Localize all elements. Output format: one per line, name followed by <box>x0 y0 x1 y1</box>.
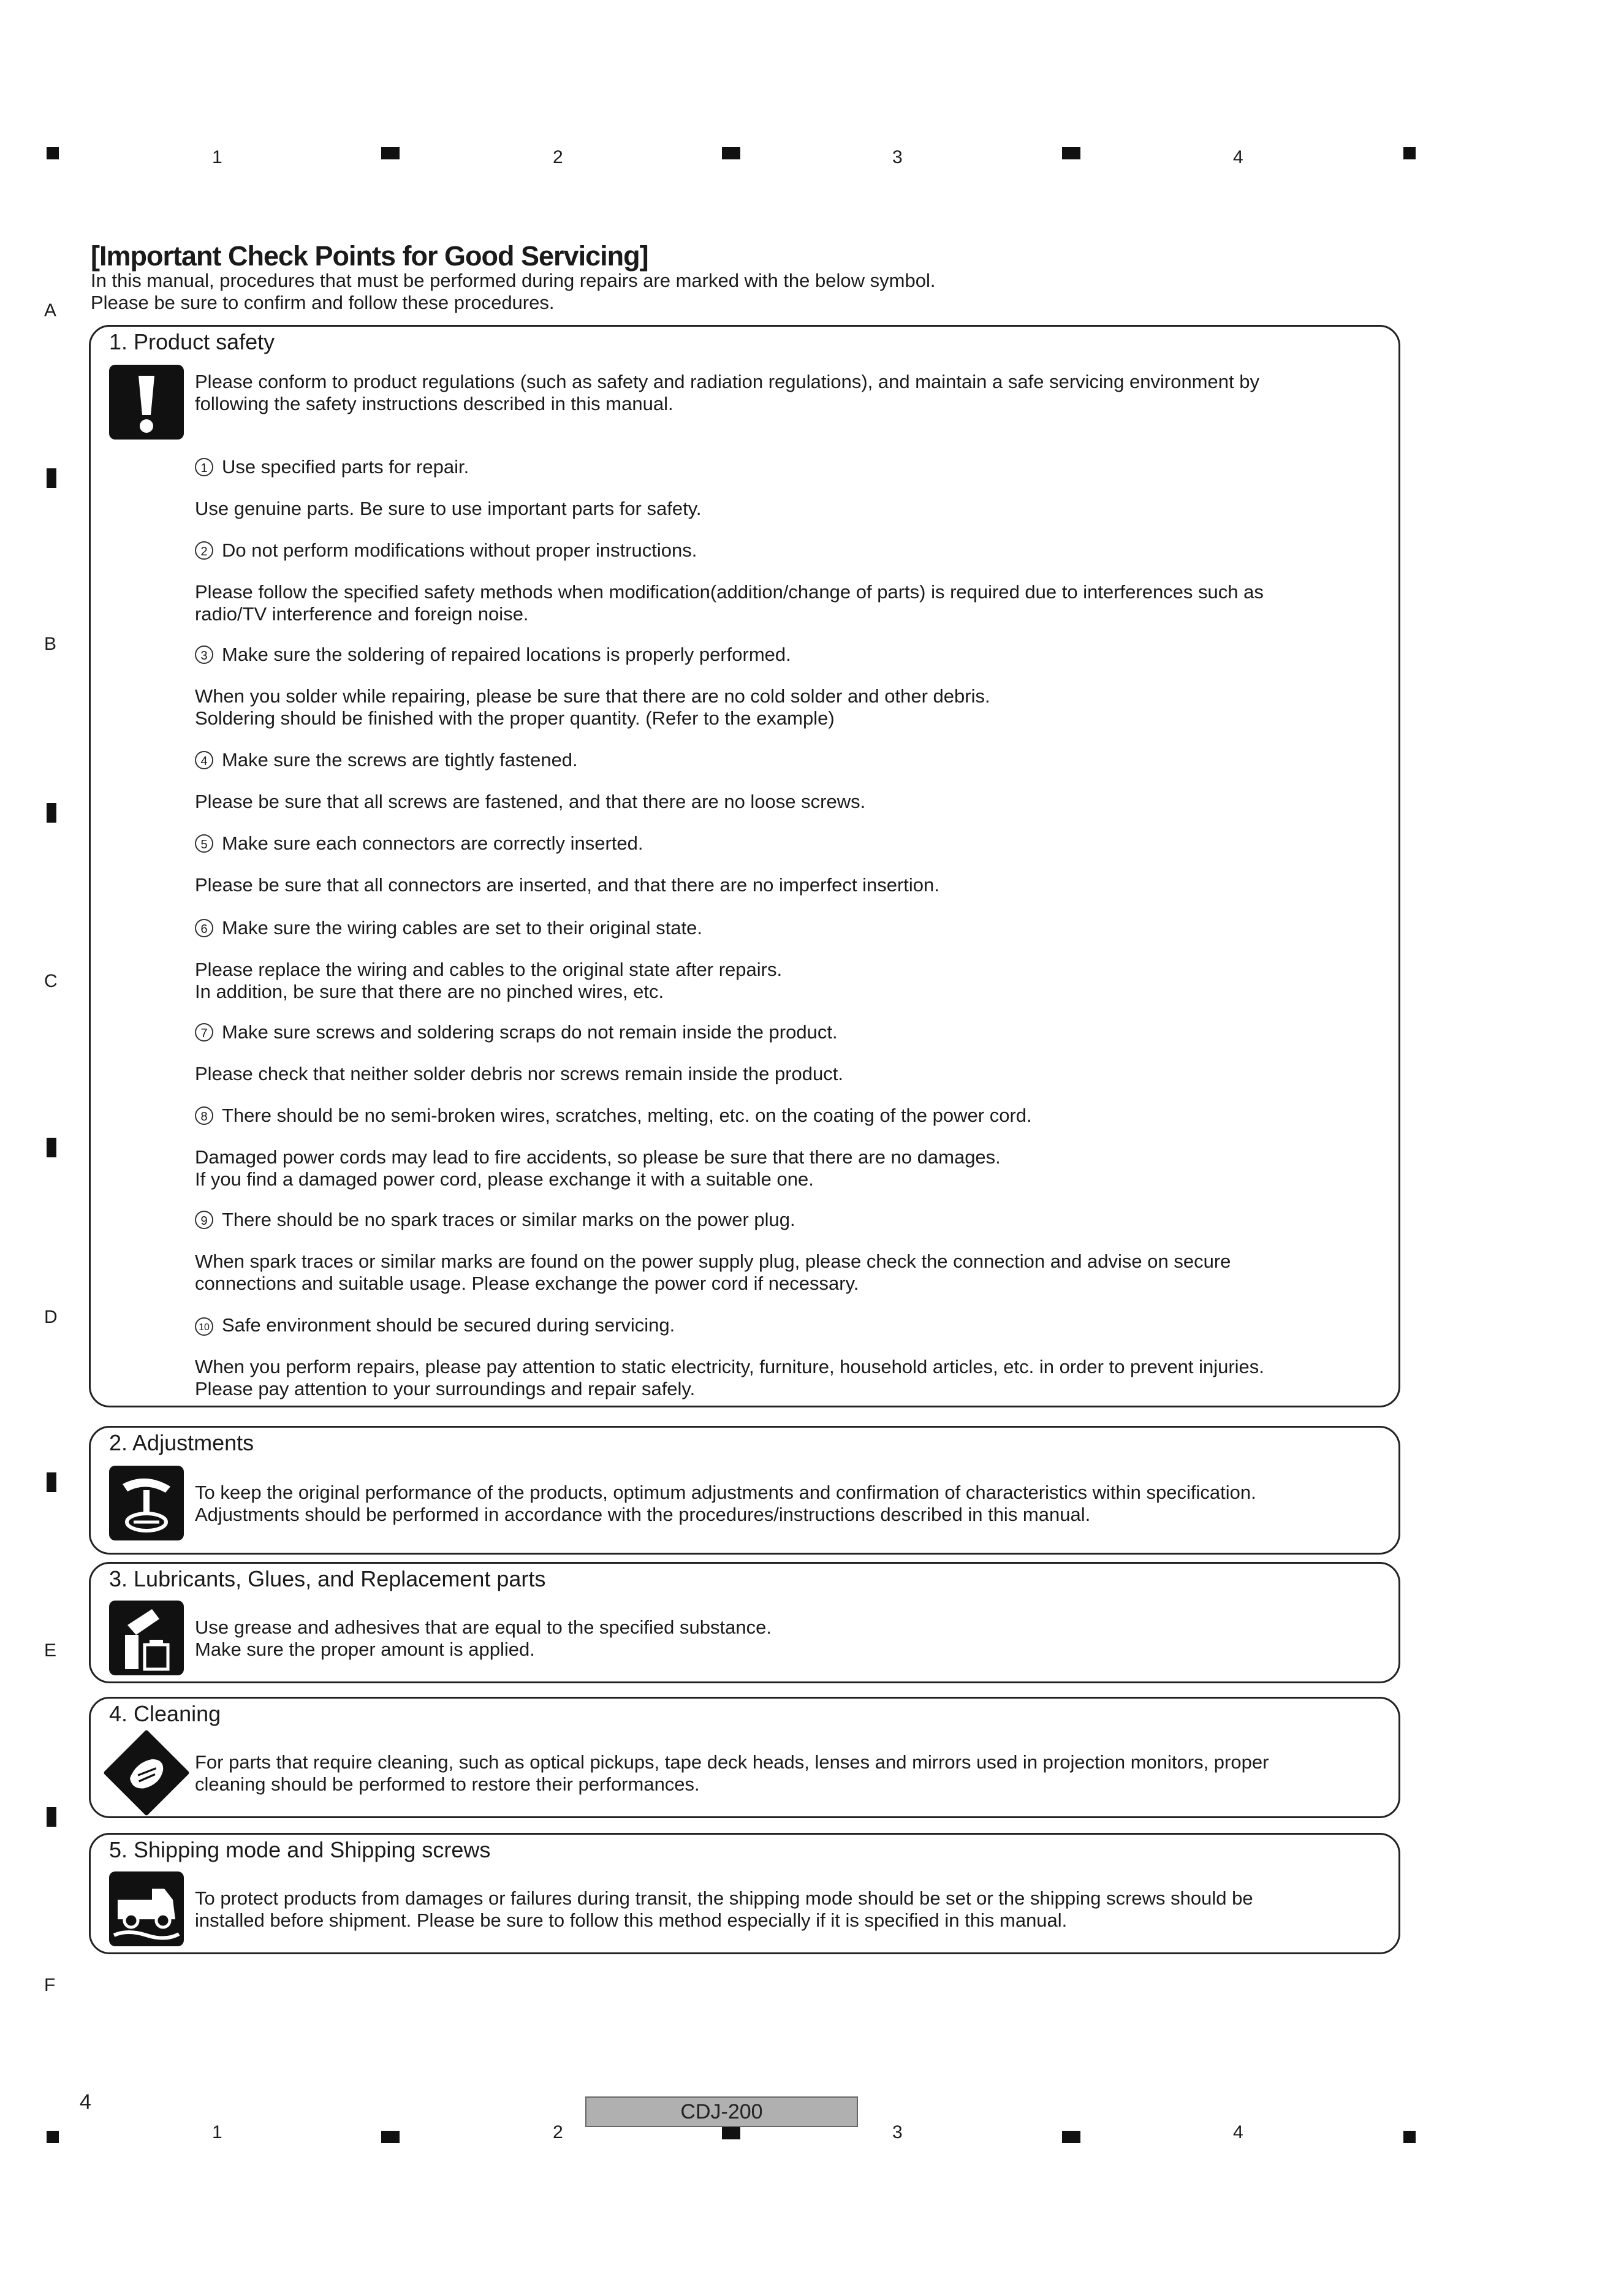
safety-item-desc <box>195 959 1335 1003</box>
text-line: cleaning should be performed to restore their performances. <box>195 1773 700 1795</box>
item-title: There should be no semi-broken wires, scratches, melting, etc. on the coating of the power cord. <box>222 1105 1032 1126</box>
item-title: Make sure the screws are tightly fastened. <box>222 749 578 771</box>
desc-line: If you find a damaged power cord, please exchange it with a suitable one. <box>195 1168 814 1190</box>
corner-mark <box>1403 147 1416 159</box>
corner-mark <box>47 2131 59 2143</box>
text-line: Use grease and adhesives that are equal to the specified substance. <box>195 1616 772 1638</box>
grid-row-b: B <box>44 634 57 654</box>
section-text <box>195 1751 1337 1795</box>
desc-line: Please check that neither solder debris nor screws remain inside the product. <box>195 1063 843 1084</box>
page-title: [Important Check Points for Good Servicing] <box>91 240 648 272</box>
item-title: Make sure each connectors are correctly inserted. <box>222 832 643 854</box>
section-text <box>195 1616 1337 1661</box>
section-title: 2. Adjustments <box>109 1430 254 1455</box>
grid-col-3: 3 <box>892 147 903 167</box>
desc-line: Please be sure that all connectors are inserted, and that there are no imperfect insertion. <box>195 874 939 896</box>
item-number-badge: 2 <box>195 541 213 560</box>
item-title: Make sure the wiring cables are set to their original state. <box>222 917 702 939</box>
safety-item-desc <box>195 498 1335 520</box>
lubricant-icon <box>109 1601 184 1675</box>
desc-line: Please follow the specified safety methods when modification(addition/change of parts) is required due to interferences such as radio/TV interference and foreign noise. <box>195 581 1264 625</box>
item-title: Do not perform modifications without proper instructions. <box>222 539 697 561</box>
item-number-badge: 4 <box>195 751 213 769</box>
grid-col-4: 4 <box>1233 2122 1243 2142</box>
item-title: There should be no spark traces or similar marks on the power plug. <box>222 1209 795 1230</box>
corner-mark <box>47 147 59 159</box>
safety-item-title <box>195 1314 1336 1336</box>
item-number-badge: 1 <box>195 458 213 476</box>
grid-col-1: 1 <box>212 2122 222 2142</box>
lubricants-section <box>89 1562 1400 1683</box>
safety-item-desc <box>195 1063 1335 1085</box>
safety-item-title <box>195 644 1336 666</box>
section-text <box>195 1887 1337 1932</box>
shipping-section <box>89 1833 1400 1954</box>
safety-item-desc <box>195 791 1335 813</box>
grid-row-c: C <box>44 971 58 991</box>
grid-col-1: 1 <box>212 147 222 167</box>
item-title: Make sure the soldering of repaired locations is properly performed. <box>222 644 791 665</box>
safety-item-title <box>195 749 1336 771</box>
corner-mark <box>1403 2131 1416 2143</box>
safety-item-title <box>195 832 1336 855</box>
grid-row-a: A <box>44 300 57 321</box>
grid-marker <box>47 1472 56 1492</box>
item-number-badge: 7 <box>195 1023 213 1041</box>
grid-marker <box>722 147 740 159</box>
intro-text <box>91 270 935 314</box>
grid-col-2: 2 <box>553 2122 563 2142</box>
item-title: Use specified parts for repair. <box>222 456 469 478</box>
desc-line: When you perform repairs, please pay attention to static electricity, furniture, household articles, etc. in order to prevent injuries. <box>195 1356 1264 1377</box>
desc-line: Use genuine parts. Be sure to use important parts for safety. <box>195 498 702 519</box>
exclamation-icon <box>109 365 184 440</box>
desc-line: When you solder while repairing, please be sure that there are no cold solder and other debris. <box>195 685 990 707</box>
grid-marker <box>1062 147 1080 159</box>
item-number-badge: 9 <box>195 1211 213 1229</box>
grid-marker <box>722 2127 740 2139</box>
desc-line: When spark traces or similar marks are found on the power supply plug, please check the connection and advise on secure connections and suitable usage. Please exchange the power cord if necessary. <box>195 1251 1231 1294</box>
intro-line: In this manual, procedures that must be performed during repairs are marked with the below symbol. <box>91 270 936 291</box>
text-line: For parts that require cleaning, such as optical pickups, tape deck heads, lenses and mirrors used in projection monitors, proper <box>195 1751 1269 1773</box>
section-title: 5. Shipping mode and Shipping screws <box>109 1837 491 1862</box>
safety-item-desc <box>195 1146 1335 1190</box>
grid-row-f: F <box>44 1975 56 1995</box>
adjustment-icon <box>109 1466 184 1540</box>
safety-item-title <box>195 456 1336 478</box>
section-title: 4. Cleaning <box>109 1701 221 1726</box>
desc-line: Please be sure that all screws are fastened, and that there are no loose screws. <box>195 791 866 812</box>
grid-marker <box>1062 2131 1080 2143</box>
grid-col-2: 2 <box>553 147 563 167</box>
desc-line: Soldering should be finished with the proper quantity. (Refer to the example) <box>195 707 835 729</box>
item-number-badge: 10 <box>195 1317 213 1336</box>
desc-line: Please pay attention to your surroundings and repair safely. <box>195 1378 696 1399</box>
safety-item-title <box>195 1021 1336 1043</box>
safety-item-desc <box>195 685 1335 729</box>
section-text: Please conform to product regulations (such as safety and radiation regulations), and maintain a safe servicing environment by following the safety instructions described in this manual. <box>195 371 1259 414</box>
grid-marker <box>47 1138 56 1157</box>
text-line: Adjustments should be performed in accordance with the procedures/instructions described in this manual. <box>195 1504 1091 1525</box>
safety-item-title <box>195 1105 1335 1127</box>
safety-item-title <box>195 1209 1336 1231</box>
text-line: installed before shipment. Please be sure to follow this method especially if it is specified in this manual. <box>195 1909 1068 1931</box>
item-number-badge: 8 <box>195 1106 213 1125</box>
grid-marker <box>47 803 56 823</box>
item-number-badge: 5 <box>195 834 213 853</box>
intro-line: Please be sure to confirm and follow these procedures. <box>91 292 555 313</box>
item-number-badge: 6 <box>195 919 213 937</box>
section-text <box>195 1482 1337 1526</box>
grid-row-e: E <box>44 1640 57 1661</box>
text-line: To keep the original performance of the products, optimum adjustments and confirmation of characteristics within specification. <box>195 1482 1256 1503</box>
adjustments-section <box>89 1426 1400 1555</box>
desc-line: Please replace the wiring and cables to the original state after repairs. <box>195 959 783 980</box>
grid-row-d: D <box>44 1307 58 1327</box>
grid-marker <box>381 147 400 159</box>
safety-item-desc <box>195 1356 1335 1400</box>
safety-item-desc <box>195 581 1335 625</box>
safety-item-title <box>195 917 1336 939</box>
grid-col-3: 3 <box>892 2122 903 2142</box>
grid-col-4: 4 <box>1233 147 1243 167</box>
section-title: 1. Product safety <box>109 329 275 354</box>
item-title: Safe environment should be secured during servicing. <box>222 1314 675 1336</box>
section-title: 3. Lubricants, Glues, and Replacement parts <box>109 1566 546 1591</box>
grid-marker <box>47 1807 56 1827</box>
item-title: Make sure screws and soldering scraps do not remain inside the product. <box>222 1021 838 1043</box>
truck-icon <box>109 1871 184 1946</box>
safety-item-title <box>195 539 1336 562</box>
product-safety-section <box>89 325 1400 1407</box>
page-number: 4 <box>80 2090 91 2114</box>
cleaning-icon <box>103 1729 189 1816</box>
safety-item-desc <box>195 1251 1335 1295</box>
model-label: CDJ-200 <box>585 2096 858 2127</box>
safety-item-desc <box>195 874 1335 896</box>
text-line: Make sure the proper amount is applied. <box>195 1639 535 1660</box>
grid-marker <box>47 468 56 488</box>
text-line: To protect products from damages or failures during transit, the shipping mode should be set or the shipping screws should be <box>195 1887 1253 1909</box>
grid-marker <box>381 2131 400 2143</box>
cleaning-section <box>89 1697 1400 1818</box>
desc-line: Damaged power cords may lead to fire accidents, so please be sure that there are no damages. <box>195 1146 1001 1168</box>
item-number-badge: 3 <box>195 645 213 664</box>
desc-line: In addition, be sure that there are no pinched wires, etc. <box>195 981 664 1002</box>
